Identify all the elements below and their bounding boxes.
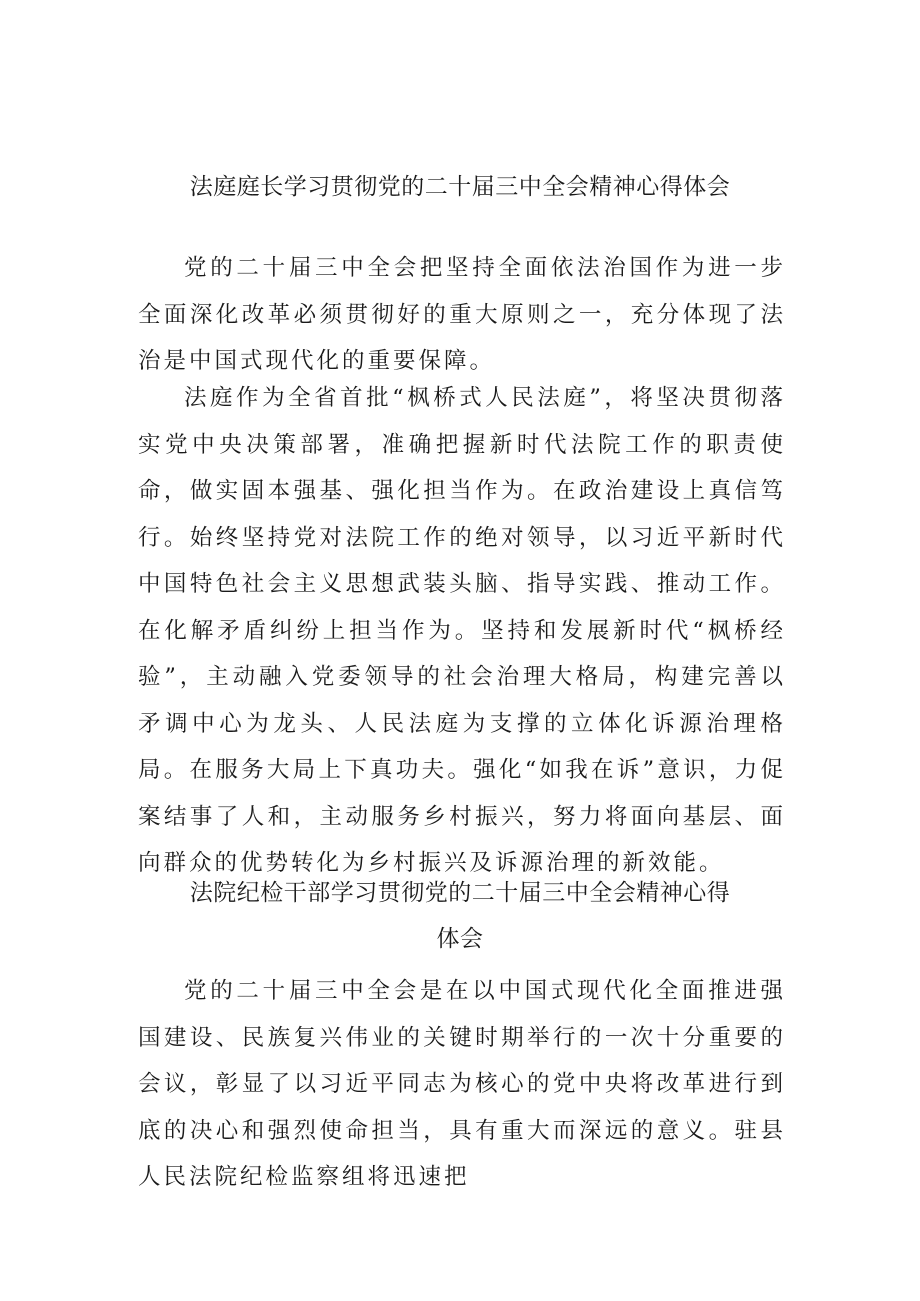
- section2-title: [0, 870, 920, 962]
- section2-title-line2: 体会: [436, 926, 484, 952]
- section1-paragraph-2: 法庭作为全省首批“枫桥式人民法庭”，将坚决贯彻落实党中央决策部署，准确把握新时代法院工作的职责使命，做实固本强基、强化担当作为。在政治建设上真信笃行。始终坚持党对法院工作的绝对领导，以习近平新时代中国特色社会主义思想武装头脑、指导实践、推动工作。在化解矛盾纠纷上担当作为。坚持和发展新时代“枫桥经验”，主动融入党委领导的社会治理大格局，构建完善以矛调中心为龙头、人民法庭为支撑的立体化诉源治理格局。在服务大局上下真功夫。强化“如我在诉”意识，力促案结事了人和，主动服务乡村振兴，努力将面向基层、面向群众的优势转化为乡村振兴及诉源治理的新效能。: [138, 385, 786, 876]
- section2-title-line1: 法院纪检干部学习贯彻党的二十届三中全会精神心得: [189, 880, 731, 906]
- section2-paragraph-1: 党的二十届三中全会是在以中国式现代化全面推进强国建设、民族复兴伟业的关键时期举行的一次十分重要的会议，彰显了以习近平同志为核心的党中央将改革进行到底的决心和强烈使命担当，具有重大而深远的意义。驻县人民法院纪检监察组将迅速把: [138, 978, 786, 1190]
- section1-paragraph-1: 党的二十届三中全会把坚持全面依法治国作为进一步全面深化改革必须贯彻好的重大原则之一，充分体现了法治是中国式现代化的重要保障。: [138, 255, 786, 374]
- section1-title: 法庭庭长学习贯彻党的二十届三中全会精神心得体会: [189, 174, 731, 200]
